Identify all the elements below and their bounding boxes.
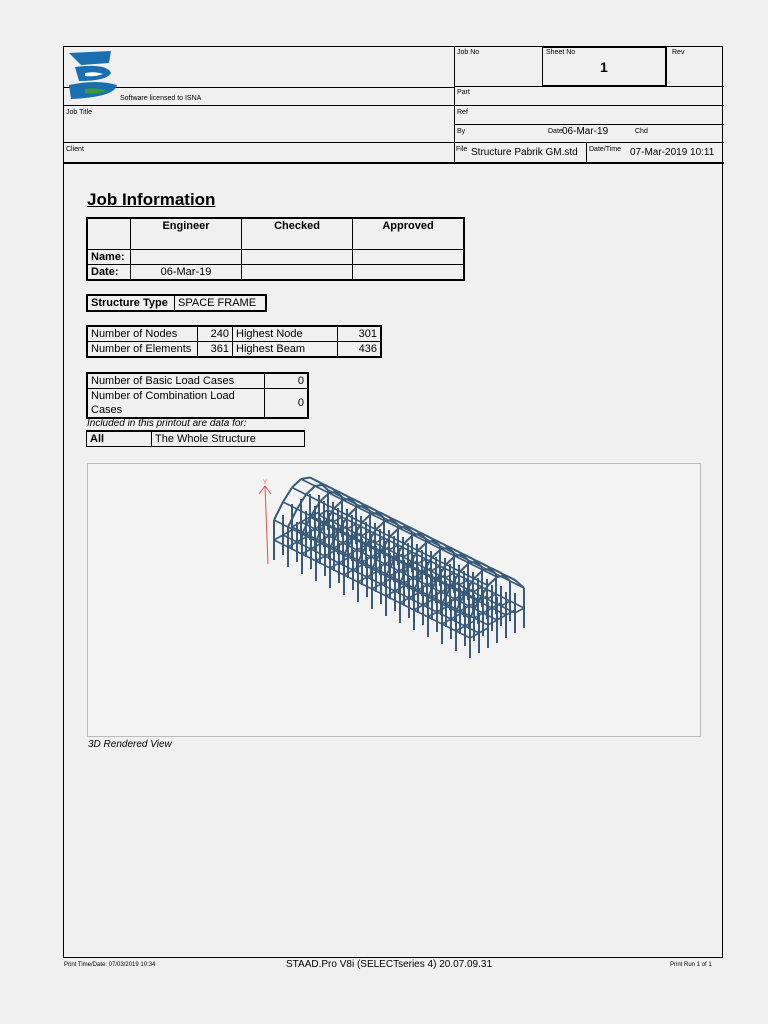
frame-member <box>414 610 428 617</box>
highest-beam-value: 436 <box>338 342 382 358</box>
frame-member <box>302 554 316 561</box>
structure-frame-members <box>274 477 524 658</box>
nodes-value: 240 <box>198 326 233 342</box>
by-label: By <box>457 128 466 135</box>
frame-member <box>274 535 283 540</box>
report-page <box>63 46 723 958</box>
elements-value: 361 <box>198 342 233 358</box>
datetime-value: 07-Mar-2019 10:11 <box>630 147 715 158</box>
highest-node-label: Highest Node <box>233 326 338 342</box>
frame-member <box>339 563 353 570</box>
included-table <box>86 430 305 447</box>
frame-member <box>464 594 478 601</box>
y-axis-line <box>265 486 268 564</box>
frame-member <box>456 631 470 638</box>
frame-member <box>386 596 400 603</box>
frame-member <box>515 608 524 613</box>
frame-member <box>338 531 352 538</box>
frame-member <box>297 542 311 549</box>
frame-member <box>366 545 380 552</box>
sheet-no-value: 1 <box>600 59 608 75</box>
frame-member <box>311 549 325 556</box>
job-info-title: Job Information <box>87 190 216 209</box>
included-key: All <box>87 431 152 447</box>
frame-member <box>408 566 422 573</box>
frame-member <box>380 552 394 559</box>
frame-member <box>306 486 315 494</box>
header-divider <box>586 142 587 162</box>
frame-member <box>400 603 414 610</box>
frame-member <box>381 584 395 591</box>
frame-member <box>324 524 338 531</box>
header-divider <box>64 105 724 106</box>
sheet-no-label: Sheet No <box>546 49 576 56</box>
frame-member <box>297 509 311 516</box>
structure-type-value: SPACE FRAME <box>175 295 267 311</box>
frame-member <box>306 494 320 501</box>
engineer-name <box>131 250 242 265</box>
col-engineer: Engineer <box>131 218 242 250</box>
header-divider <box>666 47 667 87</box>
table-cell <box>87 218 131 250</box>
date-label: Date <box>548 128 563 135</box>
frame-member <box>274 520 288 527</box>
frame-member <box>428 617 442 624</box>
frame-member <box>292 479 301 487</box>
frame-member <box>274 502 283 520</box>
print-time: Print Time/Date: 07/03/2019 10:34 <box>64 962 156 968</box>
file-label: File <box>456 146 468 153</box>
ref-label: Ref <box>457 109 468 116</box>
approved-name <box>353 250 465 265</box>
header-divider <box>454 47 455 163</box>
frame-member <box>395 591 409 598</box>
bentley-logo <box>67 49 121 101</box>
basic-loads-label: Number of Basic Load Cases <box>87 373 265 389</box>
highest-beam-label: Highest Beam <box>233 342 338 358</box>
frame-member <box>330 568 344 575</box>
name-label: Name: <box>87 250 131 265</box>
date-row-label: Date: <box>87 265 131 281</box>
frame-member <box>367 577 381 584</box>
engineer-date: 06-Mar-19 <box>131 265 242 281</box>
y-axis-label: Y <box>263 480 268 486</box>
frame-member <box>372 589 386 596</box>
render-view-frame <box>87 463 701 737</box>
frame-member <box>283 502 297 509</box>
frame-member <box>316 561 330 568</box>
frame-member <box>474 618 488 625</box>
combo-loads-value: 0 <box>265 389 309 419</box>
frame-member <box>325 556 339 563</box>
frame-member <box>283 535 297 542</box>
frame-member <box>483 613 497 620</box>
col-approved: Approved <box>353 218 465 250</box>
chd-label: Chd <box>635 128 648 135</box>
frame-member <box>496 594 510 601</box>
rev-label: Rev <box>672 49 685 56</box>
frame-member <box>437 612 451 619</box>
basic-loads-value: 0 <box>265 373 309 389</box>
client-label: Client <box>66 146 84 153</box>
frame-member <box>409 598 423 605</box>
job-title-label: Job Title <box>66 109 93 116</box>
frame-member <box>352 538 366 545</box>
frame-member <box>492 608 506 615</box>
frame-member <box>450 587 464 594</box>
frame-member <box>436 580 450 587</box>
software-version: STAAD.Pro V8i (SELECTseries 4) 20.07.09.31 <box>286 959 493 970</box>
print-run: Print Run 1 of 1 <box>670 962 712 968</box>
included-note: Included in this printout are data for: <box>87 418 247 429</box>
header-divider <box>454 124 724 125</box>
combo-loads-label: Number of Combination Load Cases <box>87 389 265 419</box>
frame-member <box>442 624 456 631</box>
header-bottom-rule <box>64 162 724 164</box>
frame-member <box>358 582 372 589</box>
included-value: The Whole Structure <box>152 431 305 447</box>
col-checked: Checked <box>242 218 353 250</box>
frame-member <box>310 517 324 524</box>
header-divider <box>454 86 724 87</box>
checked-date <box>242 265 353 281</box>
structure-type-label: Structure Type <box>87 295 175 311</box>
frame-member <box>283 487 292 502</box>
frame-member <box>510 601 524 608</box>
datetime-label: Date/Time <box>589 146 622 153</box>
frame-member <box>274 540 288 547</box>
frame-member <box>292 487 306 494</box>
frame-member <box>451 619 465 626</box>
structure-type-table <box>86 294 267 312</box>
counts-table <box>86 325 382 358</box>
job-no-label: Job No <box>457 49 480 56</box>
highest-node-value: 301 <box>338 326 382 342</box>
frame-member <box>423 605 437 612</box>
file-value: Structure Pabrik GM.std <box>471 147 578 158</box>
frame-member <box>344 575 358 582</box>
license-text: Software licensed to ISNA <box>120 95 202 102</box>
loads-table <box>86 372 309 419</box>
frame-member <box>465 626 479 633</box>
frame-member <box>288 547 302 554</box>
date-value: 06-Mar-19 <box>562 126 609 137</box>
structure-3d-render <box>88 464 700 736</box>
frame-member <box>394 559 408 566</box>
header-divider <box>64 87 454 88</box>
frame-member <box>353 570 367 577</box>
approved-date <box>353 265 465 281</box>
nodes-label: Number of Nodes <box>87 326 198 342</box>
frame-member <box>478 601 492 608</box>
header-divider <box>64 142 724 143</box>
elements-label: Number of Elements <box>87 342 198 358</box>
frame-member <box>422 573 436 580</box>
job-info-table <box>86 217 465 281</box>
frame-member <box>301 477 310 479</box>
part-label: Part <box>457 89 470 96</box>
checked-name <box>242 250 353 265</box>
render-caption: 3D Rendered View <box>88 739 172 750</box>
